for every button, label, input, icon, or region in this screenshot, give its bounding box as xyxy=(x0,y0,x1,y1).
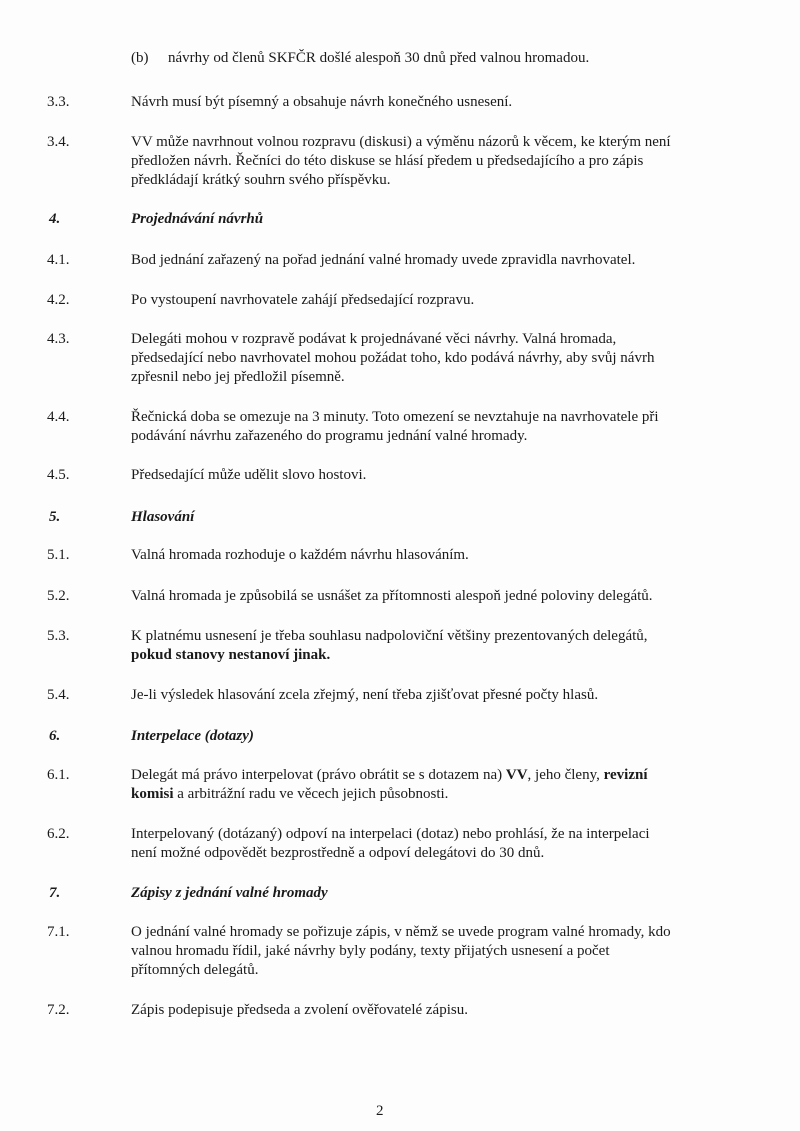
text-run-bold: revizní xyxy=(603,767,648,783)
clause-text: Je-li výsledek hlasování zcela zřejmý, není třeba zjišťovat přesné počty hlasů. xyxy=(131,687,599,703)
clause-text xyxy=(131,627,731,665)
clause-line: předložen návrh. Řečníci do této diskuse se hlásí předem u předsedajícího a pro zápis xyxy=(131,153,644,169)
section-number: 4. xyxy=(49,211,61,227)
clause-number: 4.3. xyxy=(47,331,70,347)
section-title: Interpelace (dotazy) xyxy=(131,728,254,744)
item-label: (b) xyxy=(131,50,149,66)
clause-line xyxy=(131,785,731,804)
section-title: Hlasování xyxy=(131,509,195,525)
clause-number: 4.2. xyxy=(47,292,70,308)
clause-line: přítomných delegátů. xyxy=(131,962,259,978)
clause-text xyxy=(131,133,731,190)
clause-line: Delegáti mohou v rozpravě podávat k projednávané věci návrhy. Valná hromada, xyxy=(131,331,617,347)
clause-number: 5.1. xyxy=(47,547,70,563)
clause-number: 5.4. xyxy=(47,687,70,703)
clause-number: 4.4. xyxy=(47,409,70,425)
clause-number: 4.1. xyxy=(47,252,70,268)
clause-number: 4.5. xyxy=(47,467,70,483)
clause-text: Valná hromada rozhoduje o každém návrhu hlasováním. xyxy=(131,547,469,563)
clause-text: Předsedající může udělit slovo hostovi. xyxy=(131,467,367,483)
clause-text xyxy=(131,766,731,804)
clause-line: O jednání valné hromady se pořizuje zápis, v němž se uvede program valné hromady, kdo xyxy=(131,924,671,940)
clause-text: Zápis podepisuje předseda a zvolení ověřovatelé zápisu. xyxy=(131,1002,468,1018)
text-run: Delegát má právo interpelovat (právo obrátit se s dotazem na) xyxy=(131,767,506,783)
clause-line: předkládají krátký souhrn svého příspěvku. xyxy=(131,172,391,188)
clause-text: Valná hromada je způsobilá se usnášet za přítomnosti alespoň jedné poloviny delegátů. xyxy=(131,588,653,604)
clause-text xyxy=(131,923,731,980)
text-run-bold: komisi xyxy=(131,786,174,802)
section-number: 5. xyxy=(49,509,61,525)
section-title: Projednávání návrhů xyxy=(131,211,264,227)
clause-line: K platnému usnesení je třeba souhlasu nadpoloviční většiny prezentovaných delegátů, xyxy=(131,628,648,644)
clause-line-bold: pokud stanovy nestanoví jinak. xyxy=(131,647,331,663)
clause-line: předsedající nebo navrhovatel mohou požádat toho, kdo podává návrhy, aby svůj návrh xyxy=(131,350,655,366)
clause-text xyxy=(131,330,731,387)
clause-number: 7.2. xyxy=(47,1002,70,1018)
clause-line: Řečnická doba se omezuje na 3 minuty. Toto omezení se nevztahuje na navrhovatele při xyxy=(131,409,659,425)
text-run: a arbitrážní radu ve věcech jejich působnosti. xyxy=(173,786,449,802)
clause-line: podávání návrhu zařazeného do programu jednání valné hromady. xyxy=(131,428,528,444)
clause-line xyxy=(131,766,731,785)
clause-line: Interpelovaný (dotázaný) odpoví na interpelaci (dotaz) nebo prohlásí, že na interpelaci xyxy=(131,826,650,842)
section-title: Zápisy z jednání valné hromady xyxy=(131,885,328,901)
clause-text: Návrh musí být písemný a obsahuje návrh konečného usnesení. xyxy=(131,94,513,110)
section-number: 6. xyxy=(49,728,61,744)
clause-number: 5.2. xyxy=(47,588,70,604)
clause-line: zpřesnil nebo jej předložil písemně. xyxy=(131,369,345,385)
page-number: 2 xyxy=(376,1103,384,1119)
clause-number: 7.1. xyxy=(47,924,70,940)
clause-number: 3.4. xyxy=(47,134,70,150)
item-text: návrhy od členů SKFČR došlé alespoň 30 dnů před valnou hromadou. xyxy=(168,50,590,66)
clause-text: Bod jednání zařazený na pořad jednání valné hromady uvede zpravidla navrhovatel. xyxy=(131,252,636,268)
section-number: 7. xyxy=(49,885,61,901)
clause-number: 5.3. xyxy=(47,628,70,644)
clause-text xyxy=(131,825,731,863)
clause-number: 6.2. xyxy=(47,826,70,842)
clause-text: Po vystoupení navrhovatele zahájí předsedající rozpravu. xyxy=(131,292,475,308)
clause-line: valnou hromadu řídil, jaké návrhy byly podány, texty přijatých usnesení a počet xyxy=(131,943,610,959)
clause-line: VV může navrhnout volnou rozpravu (diskusi) a výměnu názorů k věcem, ke kterým není xyxy=(131,134,671,150)
text-run-bold: VV xyxy=(505,767,528,783)
clause-text xyxy=(131,408,731,446)
clause-number: 6.1. xyxy=(47,767,70,783)
clause-line: není možné odpovědět bezprostředně a odpoví delegátovi do 30 dnů. xyxy=(131,845,545,861)
clause-number: 3.3. xyxy=(47,94,70,110)
text-run: , jeho členy, xyxy=(527,767,604,783)
